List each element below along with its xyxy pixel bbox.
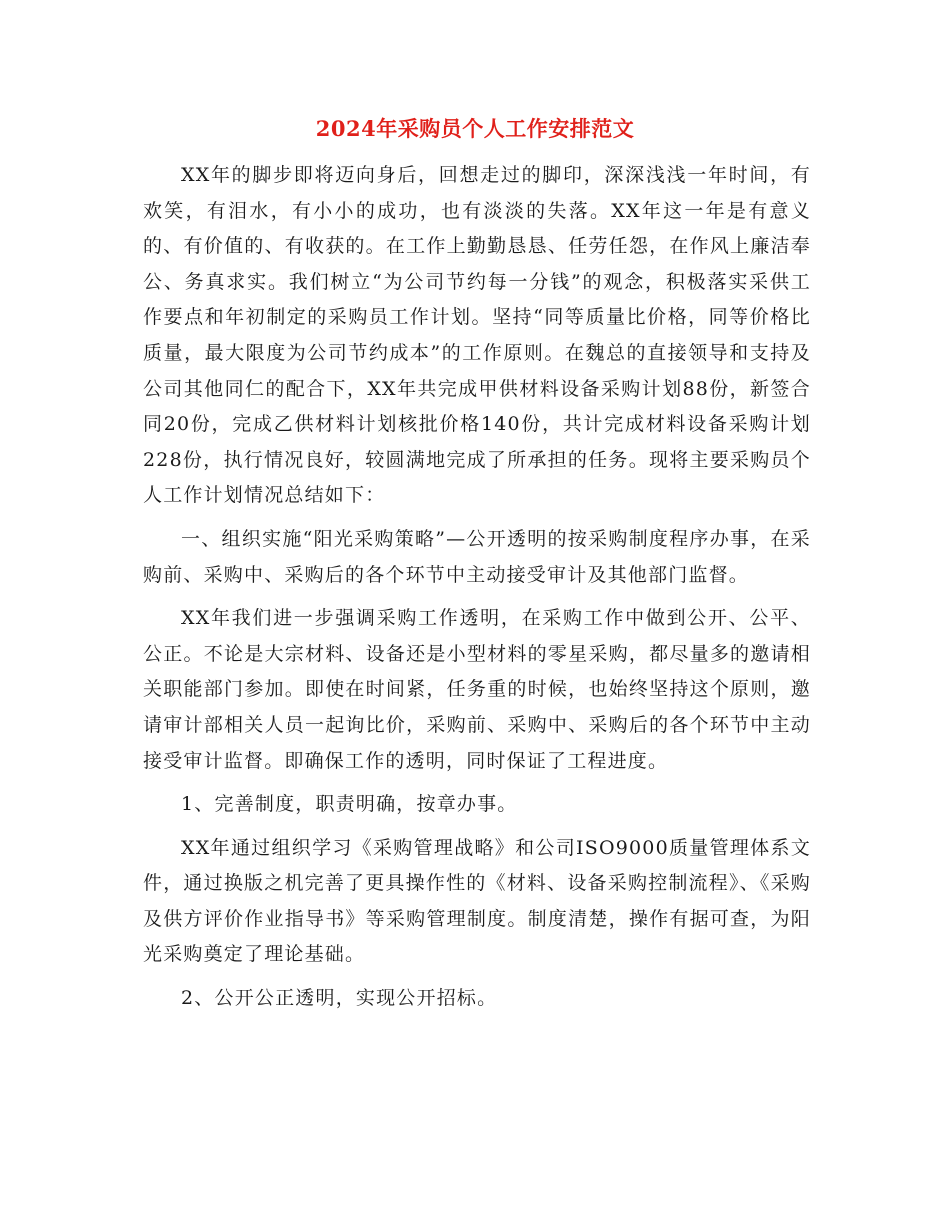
paragraph-item-two-heading: 2、公开公正透明，实现公开招标。	[181, 987, 498, 1010]
document-body	[143, 158, 811, 1025]
paragraph-transparency: XX年我们进一步强调采购工作透明，在采购工作中做到公开、公平、公正。不论是大宗材料、设备还是小型材料的零星采购，都尽量多的邀请相关职能部门参加。即使在时间紧，任务重的时候，也始终坚持这个原则，邀请审计部相关人员一起询比价，采购前、采购中、采购后的各个环节中主动接受审计监督。即确保工作的透明，同时保证了工程进度。	[143, 607, 811, 772]
paragraph-section-one-heading: 一、组织实施“阳光采购策略”—公开透明的按采购制度程序办事，在采购前、采购中、采购后的各个环节中主动接受审计及其他部门监督。	[143, 527, 811, 586]
paragraph-system-improvement: XX年通过组织学习《采购管理战略》和公司ISO9000质量管理体系文件，通过换版之机完善了更具操作性的《材料、设备采购控制流程》、《采购及供方评价作业指导书》等采购管理制度。制度清楚，操作有据可查，为阳光采购奠定了理论基础。	[143, 836, 811, 966]
document-title: 2024年采购员个人工作安排范文	[315, 116, 635, 141]
paragraph-intro: XX年的脚步即将迈向身后，回想走过的脚印，深深浅浅一年时间，有欢笑，有泪水，有小小的成功，也有淡淡的失落。XX年这一年是有意义的、有价值的、有收获的。在工作上勤勤恳恳、任劳任怨，在作风上廉洁奉公、务真求实。我们树立“为公司节约每一分钱”的观念，积极落实采供工作要点和年初制定的采购员工作计划。坚持“同等质量比价格，同等价格比质量，最大限度为公司节约成本”的工作原则。在魏总的直接领导和支持及公司其他同仁的配合下，XX年共完成甲供材料设备采购计划88份，新签合同20份，完成乙供材料计划核批价格140份，共计完成材料设备采购计划228份，执行情况良好，较圆满地完成了所承担的任务。现将主要采购员个人工作计划情况总结如下：	[143, 164, 811, 507]
paragraph-item-one-heading: 1、完善制度，职责明确，按章办事。	[181, 793, 518, 816]
